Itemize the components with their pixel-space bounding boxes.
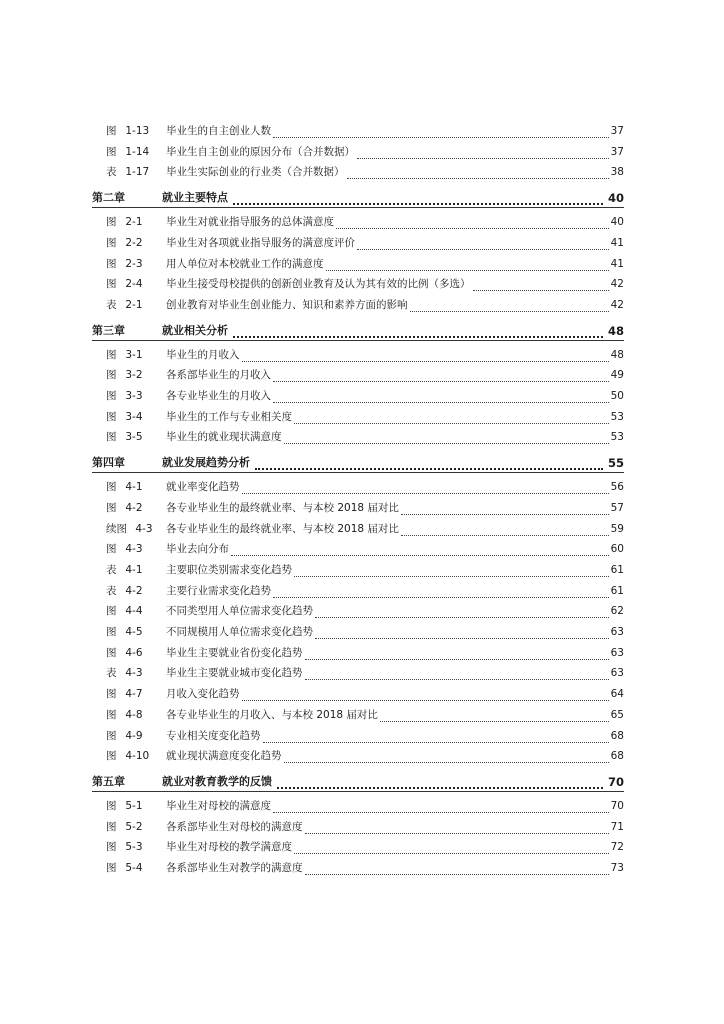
chapter-title: 就业发展趋势分析 xyxy=(162,456,250,470)
figure-label xyxy=(106,840,166,854)
toc-chapter-line[interactable] xyxy=(92,456,624,473)
entry-title: 月收入变化趋势 xyxy=(166,688,240,701)
page-number: 71 xyxy=(610,820,624,833)
dot-leader xyxy=(263,732,609,743)
dot-leader xyxy=(305,649,609,660)
figure-label xyxy=(106,145,166,159)
chapter-label: 第四章 xyxy=(92,456,125,470)
figure-kind: 图 xyxy=(106,145,117,158)
page-number: 55 xyxy=(607,456,624,471)
dot-leader xyxy=(305,669,609,680)
entry-title: 各专业毕业生的最终就业率、与本校 2018 届对比 xyxy=(166,501,399,514)
figure-kind: 图 xyxy=(106,257,117,270)
entry-title: 各系部毕业生的月收入 xyxy=(166,369,271,382)
entry-title: 毕业生自主创业的原因分布（合并数据） xyxy=(166,145,355,158)
entry-title: 用人单位对本校就业工作的满意度 xyxy=(166,257,324,270)
toc-chapter-line[interactable] xyxy=(92,775,624,792)
figure-kind: 图 xyxy=(106,390,117,402)
toc-entry-line[interactable] xyxy=(92,236,624,250)
figure-number: 4-1 xyxy=(125,481,143,494)
toc-entry-line[interactable] xyxy=(92,145,624,159)
dot-leader xyxy=(294,566,609,577)
toc-entry-line[interactable] xyxy=(92,708,624,722)
figure-number: 4-1 xyxy=(125,563,143,576)
figure-number: 2-3 xyxy=(125,257,143,270)
page-number: 61 xyxy=(610,563,624,576)
figure-number: 5-3 xyxy=(125,841,143,854)
dot-leader xyxy=(401,504,609,515)
toc-entry-line[interactable] xyxy=(92,687,624,701)
figure-kind: 图 xyxy=(106,626,117,638)
page-number: 65 xyxy=(610,708,624,721)
figure-kind: 图 xyxy=(106,820,117,833)
figure-kind: 图 xyxy=(106,410,117,423)
figure-label xyxy=(106,368,166,382)
entry-title: 毕业生的工作与专业相关度 xyxy=(166,410,292,423)
dot-leader xyxy=(473,280,609,291)
entry-title: 不同规模用人单位需求变化趋势 xyxy=(166,626,313,638)
page-number: 48 xyxy=(607,323,624,338)
toc-entry-line[interactable] xyxy=(92,542,624,556)
entry-title: 毕业生的就业现状满意度 xyxy=(166,431,282,444)
page-number: 68 xyxy=(610,750,624,763)
toc-entry-line[interactable] xyxy=(92,368,624,382)
dot-leader xyxy=(231,545,609,556)
page-number: 40 xyxy=(610,216,624,229)
figure-kind: 图 xyxy=(106,481,117,494)
toc-entry-line[interactable] xyxy=(92,840,624,854)
figure-kind: 图 xyxy=(106,348,117,361)
figure-label xyxy=(106,410,166,424)
figure-kind: 图 xyxy=(106,236,117,249)
figure-label xyxy=(106,522,166,536)
figure-kind: 图 xyxy=(106,369,117,382)
entry-title: 各专业毕业生的月收入、与本校 2018 届对比 xyxy=(166,708,378,721)
figure-kind: 图 xyxy=(106,688,117,701)
figure-number: 4-3 xyxy=(135,522,153,535)
figure-number: 4-5 xyxy=(125,626,143,638)
entry-title: 毕业生对就业指导服务的总体满意度 xyxy=(166,216,334,229)
figure-label xyxy=(106,820,166,834)
page-number: 37 xyxy=(610,125,624,137)
toc-entry-line[interactable] xyxy=(92,646,624,660)
figure-number: 3-2 xyxy=(125,369,143,382)
chapter-title: 就业对教育教学的反馈 xyxy=(162,774,272,788)
page-number: 53 xyxy=(610,410,624,423)
figure-kind: 续图 xyxy=(106,522,127,535)
entry-title: 各专业毕业生的最终就业率、与本校 2018 届对比 xyxy=(166,522,399,535)
toc-entry-line[interactable] xyxy=(92,861,624,875)
figure-label xyxy=(106,708,166,722)
figure-label xyxy=(106,165,166,179)
toc-entry-line[interactable] xyxy=(92,389,624,403)
figure-label xyxy=(106,563,166,577)
dot-leader xyxy=(273,371,609,382)
chapter-label: 第三章 xyxy=(92,323,125,337)
dot-leader xyxy=(284,433,609,444)
entry-title: 各专业毕业生的月收入 xyxy=(166,390,271,402)
entry-title: 主要行业需求变化趋势 xyxy=(166,584,271,597)
figure-number: 1-13 xyxy=(125,125,150,137)
entry-title: 不同类型用人单位需求变化趋势 xyxy=(166,605,313,618)
figure-kind: 图 xyxy=(106,501,117,514)
figure-label xyxy=(106,625,166,639)
figure-number: 4-9 xyxy=(125,729,143,742)
entry-title: 主要职位类别需求变化趋势 xyxy=(166,563,292,576)
page-number: 56 xyxy=(610,481,624,494)
entry-title: 毕业生的月收入 xyxy=(166,348,240,361)
entry-title: 各系部毕业生对母校的满意度 xyxy=(166,820,303,833)
toc-entry-line[interactable] xyxy=(92,729,624,743)
figure-number: 4-4 xyxy=(125,605,143,618)
chapter-title: 就业主要特点 xyxy=(162,191,228,205)
figure-label xyxy=(106,687,166,701)
figure-number: 4-2 xyxy=(125,584,143,597)
figure-label xyxy=(106,389,166,403)
figure-label xyxy=(106,799,166,813)
entry-title: 毕业生主要就业省份变化趋势 xyxy=(166,646,303,659)
entry-title: 就业现状满意度变化趋势 xyxy=(166,750,282,763)
dot-leader xyxy=(305,823,609,834)
toc-entry-line[interactable] xyxy=(92,563,624,577)
page-number: 40 xyxy=(607,191,624,206)
page-number: 42 xyxy=(610,298,624,311)
toc-entry-line[interactable] xyxy=(92,215,624,229)
toc-entry-line[interactable] xyxy=(92,348,624,362)
dot-leader xyxy=(242,351,609,362)
figure-number: 3-3 xyxy=(125,390,143,402)
dot-leader xyxy=(315,607,609,618)
page-number: 70 xyxy=(607,774,624,789)
figure-kind: 表 xyxy=(106,166,117,179)
toc-entry-line[interactable] xyxy=(92,124,624,138)
dot-leader xyxy=(410,301,609,312)
dot-leader xyxy=(255,459,603,470)
figure-kind: 图 xyxy=(106,605,117,618)
toc-entry-line[interactable] xyxy=(92,298,624,312)
figure-kind: 图 xyxy=(106,750,117,763)
figure-kind: 图 xyxy=(106,799,117,812)
page-number: 63 xyxy=(610,646,624,659)
dot-leader xyxy=(273,587,609,598)
figure-label xyxy=(106,501,166,515)
figure-kind: 图 xyxy=(106,431,117,444)
chapter-title: 就业相关分析 xyxy=(162,323,228,337)
page-number: 63 xyxy=(610,667,624,680)
figure-label xyxy=(106,215,166,229)
page-number: 50 xyxy=(610,390,624,402)
dot-leader xyxy=(347,168,609,179)
toc-entry-line[interactable] xyxy=(92,666,624,680)
toc-entry-line[interactable] xyxy=(92,584,624,598)
page-number: 72 xyxy=(610,841,624,854)
dot-leader xyxy=(305,864,609,875)
figure-number: 2-1 xyxy=(125,298,143,311)
dot-leader xyxy=(273,802,609,813)
dot-leader xyxy=(277,778,603,789)
figure-label xyxy=(106,666,166,680)
page-number: 62 xyxy=(610,605,624,618)
page-number: 57 xyxy=(610,501,624,514)
dot-leader xyxy=(357,239,609,250)
figure-label xyxy=(106,542,166,556)
dot-leader xyxy=(284,752,609,763)
figure-kind: 图 xyxy=(106,708,117,721)
page-number: 68 xyxy=(610,729,624,742)
page-number: 59 xyxy=(610,522,624,535)
figure-label xyxy=(106,646,166,660)
dot-leader xyxy=(315,628,609,639)
figure-kind: 图 xyxy=(106,216,117,229)
page-number: 49 xyxy=(610,369,624,382)
entry-title: 就业率变化趋势 xyxy=(166,481,240,494)
entry-title: 毕业生实际创业的行业类（合并数据） xyxy=(166,166,345,179)
entry-title: 毕业生对母校的满意度 xyxy=(166,799,271,812)
page-number: 41 xyxy=(610,236,624,249)
toc-entry-line[interactable] xyxy=(92,522,624,536)
dot-leader xyxy=(357,148,609,159)
toc-chapter-line[interactable] xyxy=(92,191,624,208)
page-number: 48 xyxy=(610,348,624,361)
page-number: 42 xyxy=(610,278,624,291)
page-number: 38 xyxy=(610,166,624,179)
figure-number: 5-2 xyxy=(125,820,143,833)
dot-leader xyxy=(326,260,609,271)
figure-label xyxy=(106,257,166,271)
toc-chapter-line[interactable] xyxy=(92,324,624,341)
entry-title: 专业相关度变化趋势 xyxy=(166,729,261,742)
figure-kind: 图 xyxy=(106,729,117,742)
figure-label xyxy=(106,749,166,763)
entry-title: 毕业去向分布 xyxy=(166,543,229,556)
figure-number: 2-1 xyxy=(125,216,143,229)
toc-entry-line[interactable] xyxy=(92,799,624,813)
figure-number: 2-2 xyxy=(125,236,143,249)
toc-entry-line[interactable] xyxy=(92,410,624,424)
entry-title: 创业教育对毕业生创业能力、知识和素养方面的影响 xyxy=(166,298,408,311)
page-number: 61 xyxy=(610,584,624,597)
dot-leader xyxy=(233,194,603,205)
figure-kind: 图 xyxy=(106,125,117,137)
toc-entry-line[interactable] xyxy=(92,625,624,639)
dot-leader xyxy=(273,127,609,138)
entry-title: 毕业生接受母校提供的创新创业教育及认为其有效的比例（多选） xyxy=(166,278,471,291)
figure-label xyxy=(106,480,166,494)
page-number: 70 xyxy=(610,799,624,812)
figure-number: 4-2 xyxy=(125,501,143,514)
toc-entry-line[interactable] xyxy=(92,480,624,494)
dot-leader xyxy=(273,392,609,403)
toc-entry-line[interactable] xyxy=(92,604,624,618)
figure-kind: 图 xyxy=(106,278,117,291)
toc-entry-line[interactable] xyxy=(92,430,624,444)
dot-leader xyxy=(380,711,609,722)
entry-title: 毕业生主要就业城市变化趋势 xyxy=(166,667,303,680)
page-number: 37 xyxy=(610,145,624,158)
dot-leader xyxy=(233,327,603,338)
chapter-label: 第五章 xyxy=(92,774,125,788)
chapter-label: 第二章 xyxy=(92,191,125,205)
figure-number: 4-3 xyxy=(125,667,143,680)
figure-kind: 图 xyxy=(106,862,117,874)
entry-title: 毕业生对各项就业指导服务的满意度评价 xyxy=(166,236,355,249)
figure-number: 4-3 xyxy=(125,543,143,556)
page-number: 73 xyxy=(610,862,624,874)
figure-label xyxy=(106,236,166,250)
figure-number: 4-10 xyxy=(125,750,150,763)
figure-number: 3-5 xyxy=(125,431,143,444)
figure-number: 5-1 xyxy=(125,799,143,812)
figure-kind: 表 xyxy=(106,584,117,597)
toc-entry-line[interactable] xyxy=(92,820,624,834)
dot-leader xyxy=(242,483,609,494)
dot-leader xyxy=(294,843,609,854)
toc-entry-line[interactable] xyxy=(92,165,624,179)
entry-title: 毕业生的自主创业人数 xyxy=(166,125,271,137)
dot-leader xyxy=(336,218,609,229)
page-number: 60 xyxy=(610,543,624,556)
figure-label xyxy=(106,430,166,444)
toc-entry-line[interactable] xyxy=(92,501,624,515)
figure-number: 3-1 xyxy=(125,348,143,361)
toc-entry-line[interactable] xyxy=(92,277,624,291)
figure-number: 5-4 xyxy=(125,862,143,874)
figure-number: 4-7 xyxy=(125,688,143,701)
entry-title: 毕业生对母校的教学满意度 xyxy=(166,841,292,854)
dot-leader xyxy=(242,690,609,701)
figure-number: 4-8 xyxy=(125,708,143,721)
toc-entry-line[interactable] xyxy=(92,257,624,271)
figure-label xyxy=(106,604,166,618)
page-number: 64 xyxy=(610,688,624,701)
page-number: 53 xyxy=(610,431,624,444)
toc-entry-line[interactable] xyxy=(92,749,624,763)
figure-label xyxy=(106,298,166,312)
figure-number: 3-4 xyxy=(125,410,143,423)
figure-kind: 表 xyxy=(106,667,117,680)
figure-kind: 表 xyxy=(106,298,117,311)
figure-label xyxy=(106,584,166,598)
figure-label xyxy=(106,124,166,138)
figure-kind: 表 xyxy=(106,563,117,576)
figure-kind: 图 xyxy=(106,543,117,556)
figure-label xyxy=(106,348,166,362)
figure-kind: 图 xyxy=(106,646,117,659)
entry-title: 各系部毕业生对教学的满意度 xyxy=(166,862,303,874)
page-number: 41 xyxy=(610,257,624,270)
figure-kind: 图 xyxy=(106,841,117,854)
figure-number: 4-6 xyxy=(125,646,143,659)
dot-leader xyxy=(294,413,609,424)
figure-label xyxy=(106,277,166,291)
figure-number: 1-17 xyxy=(125,166,150,179)
figure-number: 2-4 xyxy=(125,278,143,291)
figure-label xyxy=(106,729,166,743)
page-number: 63 xyxy=(610,626,624,638)
dot-leader xyxy=(401,525,609,536)
figure-number: 1-14 xyxy=(125,145,150,158)
figure-label xyxy=(106,861,166,875)
